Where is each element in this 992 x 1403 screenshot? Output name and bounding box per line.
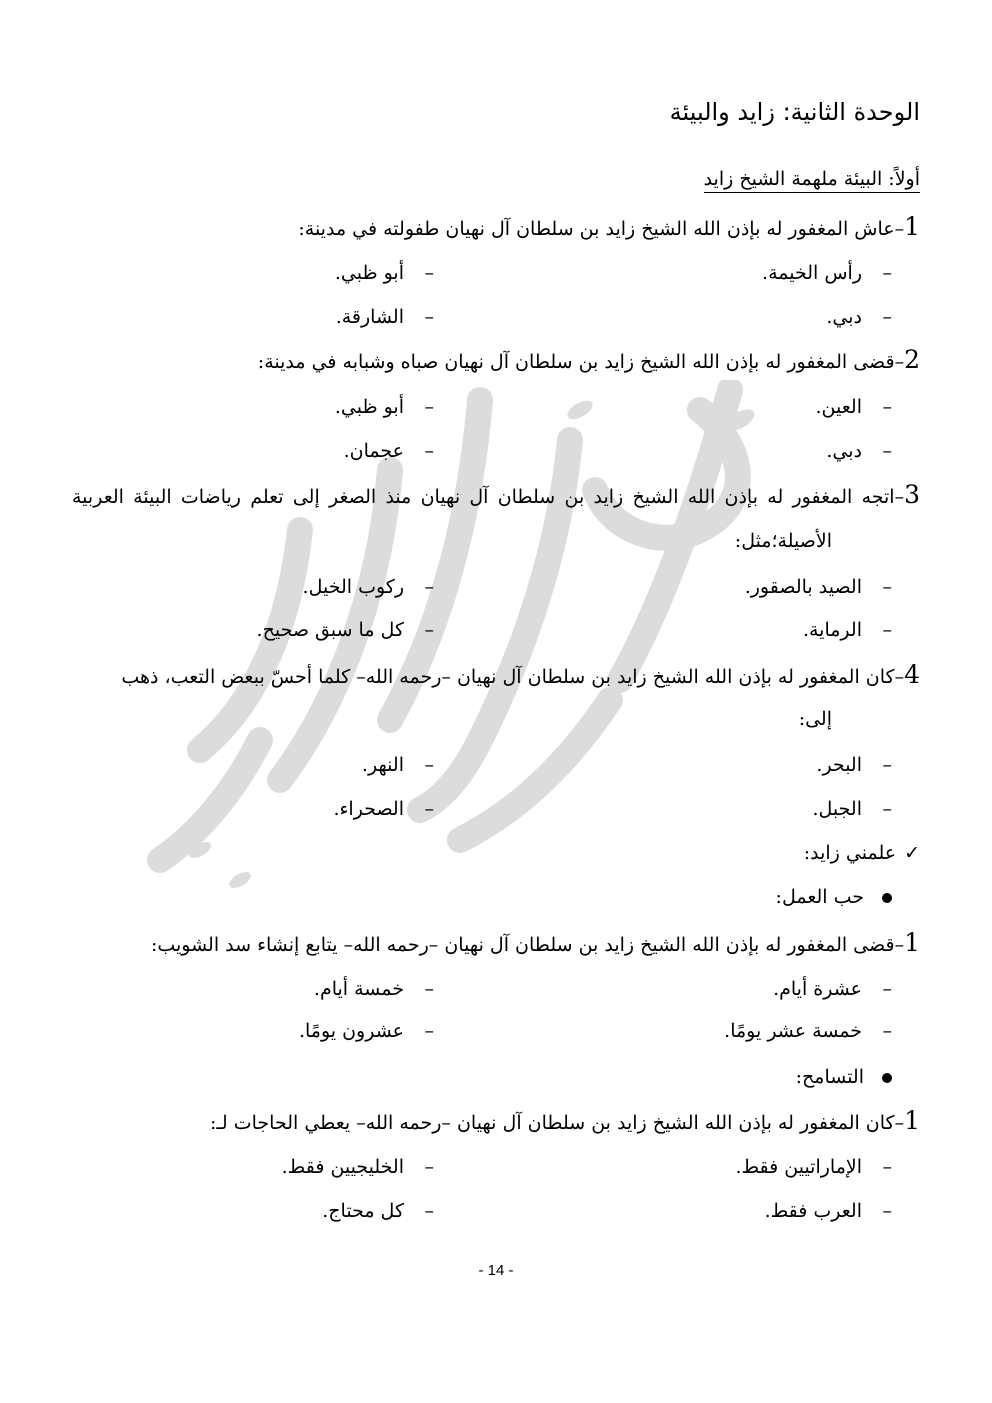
- option: –العين.: [815, 396, 892, 418]
- option: –دبي.: [826, 440, 892, 462]
- option: –كل ما سبق صحيح.: [256, 619, 434, 641]
- topic-work: حب العمل:: [776, 886, 892, 908]
- question-text: –قضى المغفور له بإذن الله الشيخ زايد بن سلطان آل نهيان صباه وشبابه في مدينة:: [257, 351, 905, 373]
- taught-heading: ✓علمني زايد:: [803, 842, 920, 864]
- question-3: [72, 480, 920, 509]
- question-text: –اتجه المغفور له بإذن الله الشيخ زايد بن سلطان آل نهيان منذ الصغر إلى تعلم رياضات البيئة العربية: [72, 486, 905, 508]
- option: –عشرون يومًا.: [298, 1020, 434, 1042]
- question-2: [258, 345, 920, 374]
- option: –البحر.: [816, 754, 892, 776]
- question-number: 1: [904, 1106, 920, 1135]
- unit-title: الوحدة الثانية: زايد والبيئة: [669, 98, 920, 126]
- option: –الرماية.: [802, 619, 892, 641]
- question-number: 1: [904, 928, 920, 957]
- calligraphy-watermark: [140, 380, 780, 900]
- question-number: 4: [904, 660, 920, 689]
- bullet-icon: [882, 1073, 892, 1083]
- bullet-icon: [882, 893, 892, 903]
- option: –العرب فقط.: [764, 1200, 892, 1222]
- question-number: 2: [904, 345, 920, 374]
- question-4-continuation: إلى:: [798, 708, 832, 730]
- option: –دبي.: [826, 306, 892, 328]
- question-number: 1: [904, 212, 920, 241]
- question-4: [121, 660, 920, 689]
- option: –الصيد بالصقور.: [744, 576, 892, 598]
- section-title: أولاً: البيئة ملهمة الشيخ زايد: [704, 168, 920, 193]
- option: –رأس الخيمة.: [762, 262, 892, 284]
- option: –النهر.: [361, 754, 434, 776]
- option: –كل محتاج.: [322, 1200, 434, 1222]
- question-3-continuation: الأصيلة؛مثل:: [734, 530, 832, 552]
- question-text: –عاش المغفور له بإذن الله الشيخ زايد بن سلطان آل نهيان طفولته في مدينة:: [298, 218, 905, 240]
- option: –الجبل.: [812, 798, 892, 820]
- question-5: [151, 928, 920, 957]
- question-text: –قضى المغفور له بإذن الله الشيخ زايد بن سلطان آل نهيان –رحمه الله– يتابع إنشاء سد الشويب:: [150, 934, 905, 956]
- option: –الشارقة.: [335, 306, 434, 328]
- option: –عجمان.: [343, 440, 434, 462]
- topic-tolerance: التسامح:: [796, 1066, 892, 1088]
- option: –الخليجيين فقط.: [281, 1156, 434, 1178]
- option: –خمسة أيام.: [313, 978, 434, 1000]
- option: –أبو ظبي.: [334, 396, 434, 418]
- option: –الصحراء.: [333, 798, 434, 820]
- question-1: [298, 212, 920, 241]
- option: –ركوب الخيل.: [302, 576, 434, 598]
- page-number: - 14 -: [478, 1262, 514, 1279]
- option: –خمسة عشر يومًا.: [724, 1020, 892, 1042]
- question-text: –كان المغفور له بإذن الله الشيخ زايد بن سلطان آل نهيان –رحمه الله– كلما أحسّ ببعض التعب، ذهب: [121, 666, 905, 688]
- check-icon: ✓: [904, 842, 920, 864]
- option: –أبو ظبي.: [334, 262, 434, 284]
- option: –عشرة أيام.: [773, 978, 892, 1000]
- option: –الإماراتيين فقط.: [735, 1156, 892, 1178]
- question-number: 3: [904, 480, 920, 509]
- question-text: –كان المغفور له بإذن الله الشيخ زايد بن سلطان آل نهيان –رحمه الله– يعطي الحاجات لـ:: [209, 1112, 905, 1134]
- question-6: [210, 1106, 920, 1135]
